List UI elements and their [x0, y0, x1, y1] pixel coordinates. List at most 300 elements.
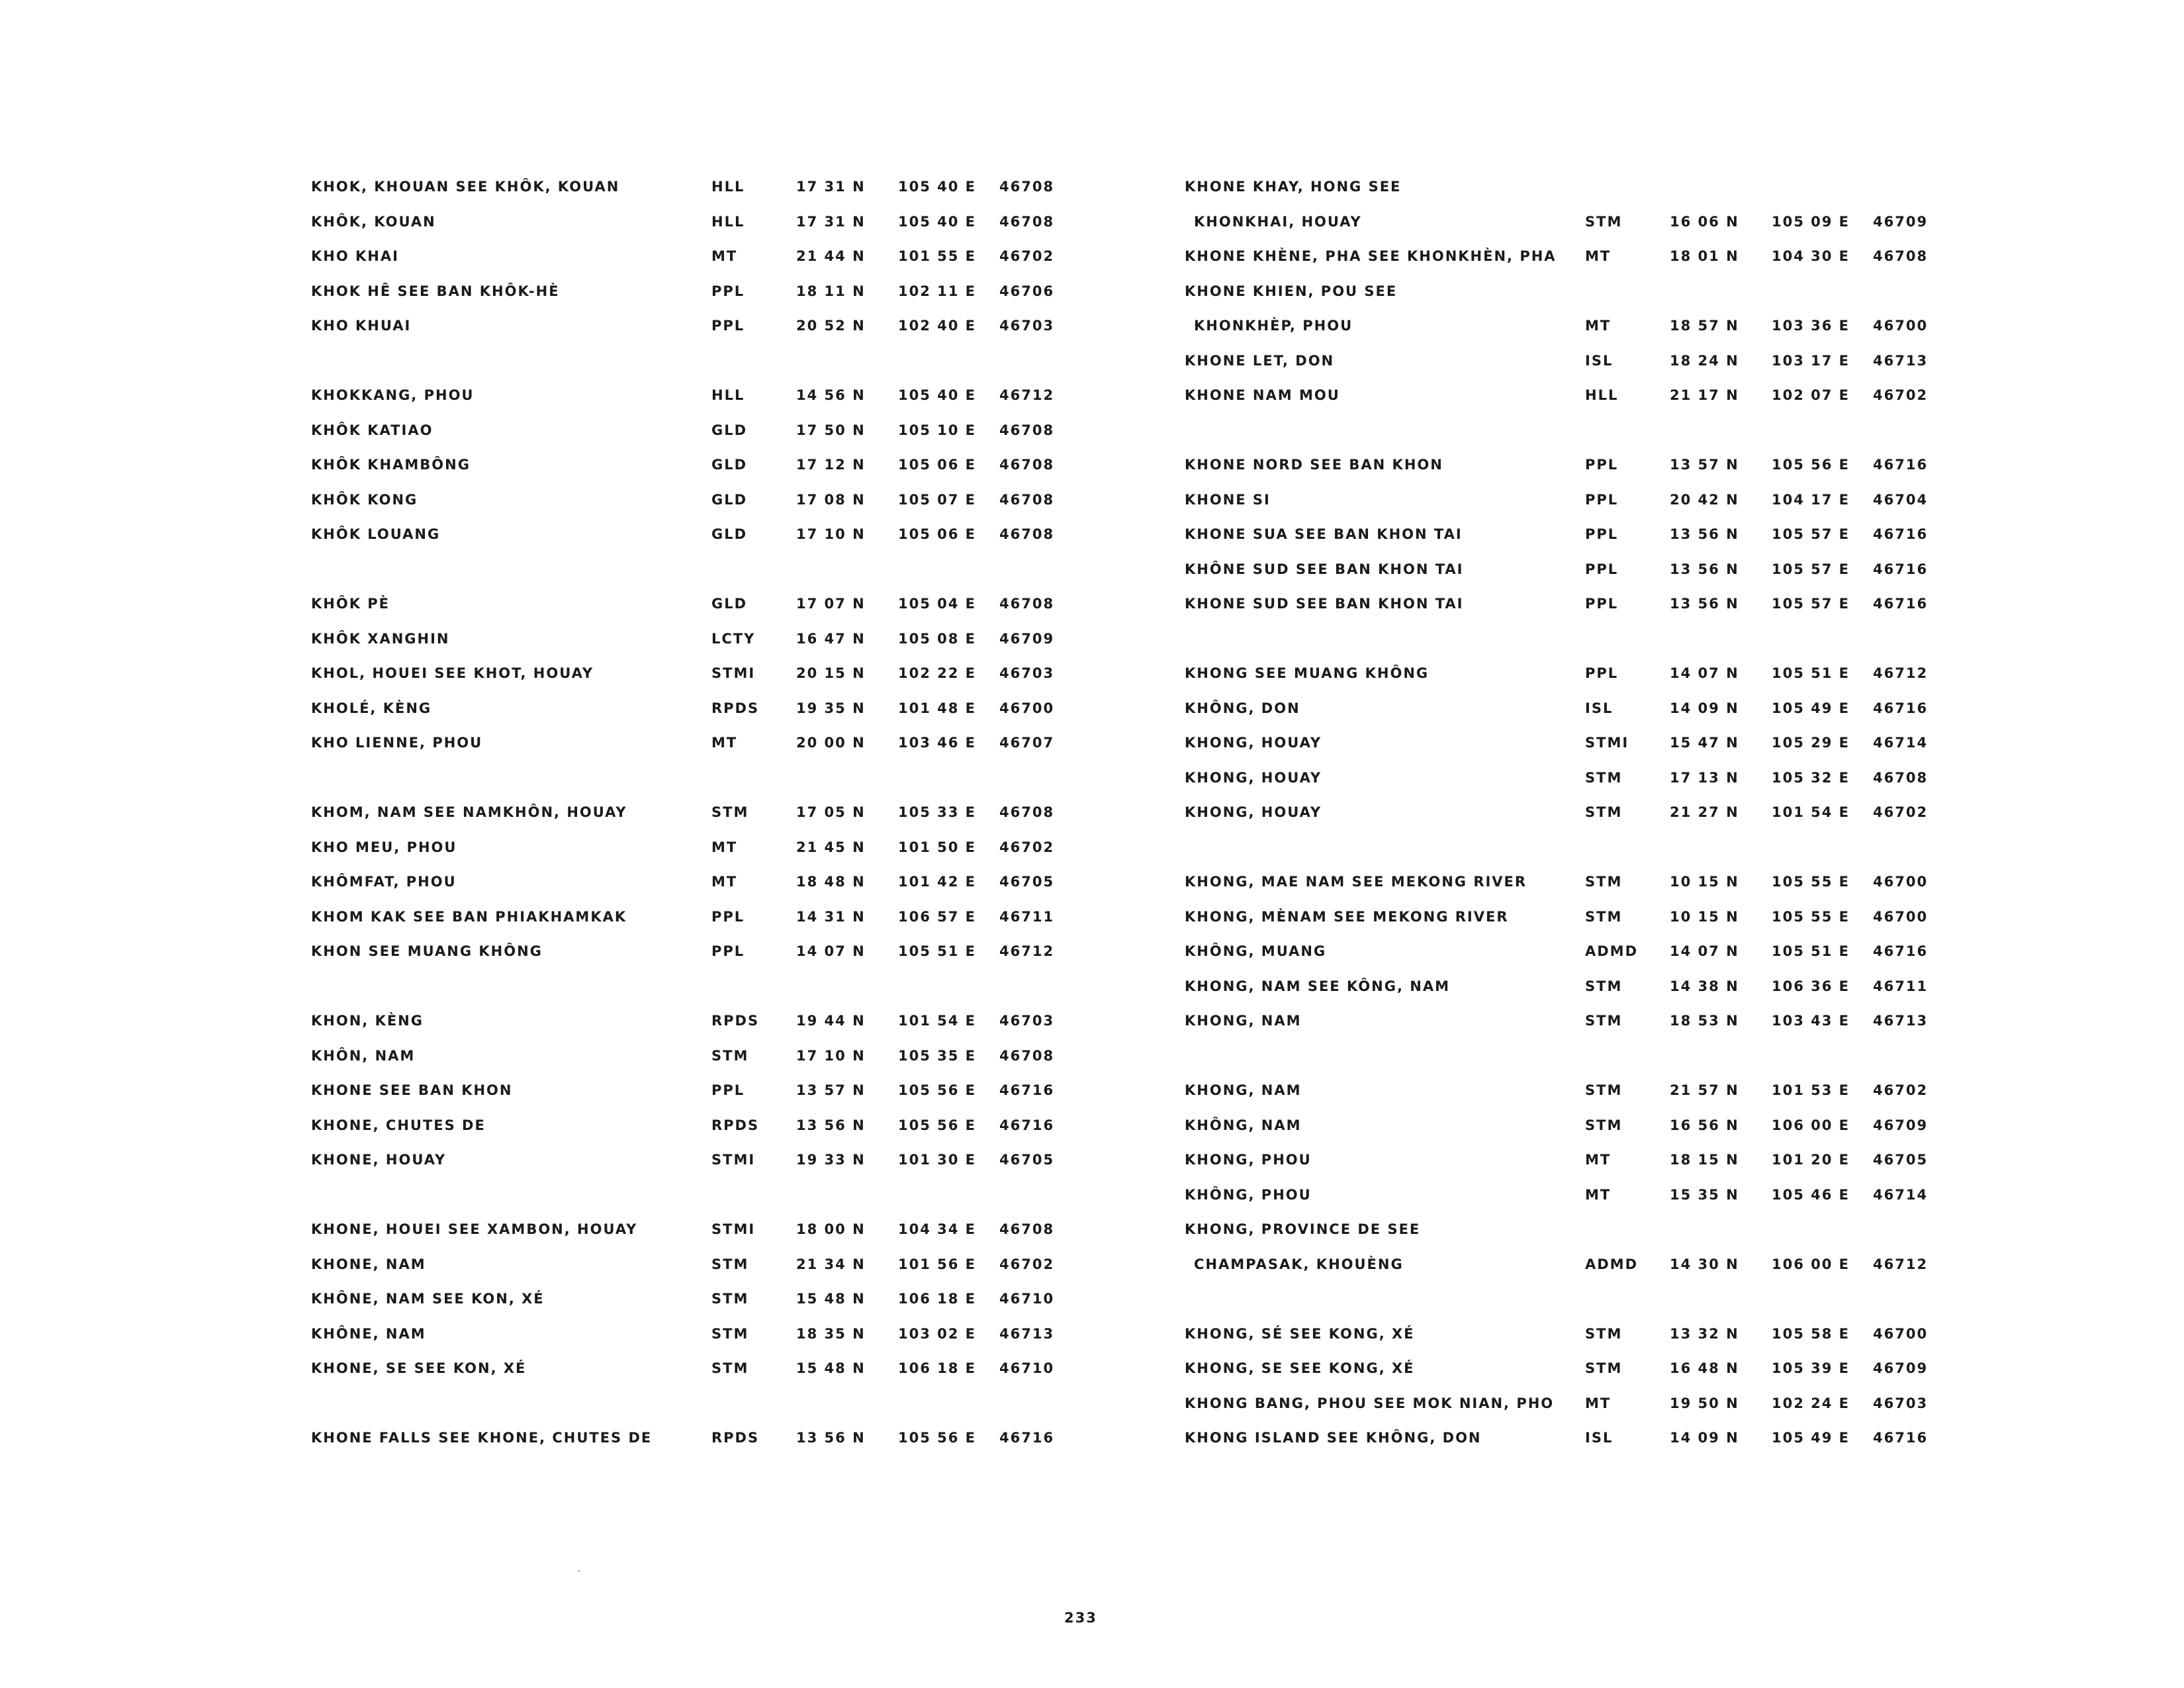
entry-latitude: 15 48 N [796, 1291, 866, 1307]
entry-longitude: 106 36 E [1772, 978, 1850, 994]
entry-latitude: 13 57 N [796, 1082, 866, 1098]
entry-feature-type: MT [1585, 1186, 1612, 1203]
entry-feature-type: STMI [711, 665, 756, 681]
entry-latitude: 10 15 N [1670, 908, 1739, 925]
entry-sheet-number: 46716 [1873, 1430, 1929, 1446]
entry-name: KHONE SI [1185, 491, 1271, 508]
entry-longitude: 101 56 E [898, 1256, 977, 1272]
gazetteer-entry [311, 1425, 1092, 1460]
gazetteer-entry [311, 209, 1092, 244]
entry-feature-type: MT [711, 248, 738, 264]
entry-longitude: 104 30 E [1772, 248, 1850, 264]
entry-sheet-number: 46716 [1873, 596, 1929, 612]
entry-feature-type: PPL [711, 283, 745, 299]
entry-sheet-number: 46703 [999, 1013, 1055, 1029]
entry-longitude: 105 08 E [898, 630, 977, 647]
entry-longitude: 105 56 E [898, 1117, 977, 1133]
entry-feature-type: PPL [1585, 491, 1619, 508]
gazetteer-entry [311, 1355, 1092, 1390]
entry-name: KHONG, MAE NAM SEE MEKONG RIVER [1185, 874, 1527, 890]
entry-sheet-number: 46705 [1873, 1152, 1929, 1168]
entry-latitude: 21 45 N [796, 839, 866, 855]
entry-name: KHÔK KONG [311, 491, 418, 508]
page-number: 233 [1064, 1610, 1097, 1626]
entry-latitude: 13 56 N [796, 1430, 866, 1446]
entry-latitude: 14 09 N [1670, 700, 1739, 716]
entry-feature-type: RPDS [711, 1013, 760, 1029]
entry-latitude: 17 10 N [796, 526, 866, 542]
entry-sheet-number: 46716 [999, 1430, 1055, 1446]
entry-name: KHONE LET, DON [1185, 352, 1335, 369]
entry-latitude: 14 38 N [1670, 978, 1739, 994]
entry-feature-type: ADMD [1585, 1256, 1639, 1272]
entry-latitude: 17 12 N [796, 457, 866, 473]
entry-longitude: 101 50 E [898, 839, 977, 855]
blank-row [1185, 1043, 1952, 1078]
entry-name: KHÔNE SUD SEE BAN KHON TAI [1185, 561, 1464, 577]
entry-latitude: 17 05 N [796, 804, 866, 820]
entry-longitude: 105 29 E [1772, 735, 1850, 751]
entry-feature-type: STM [711, 1325, 749, 1342]
entry-sheet-number: 46708 [999, 1221, 1055, 1237]
gazetteer-entry [311, 312, 1092, 348]
gazetteer-entry [311, 904, 1092, 939]
entry-longitude: 105 40 E [898, 213, 977, 230]
entry-feature-type: STM [1585, 1013, 1623, 1029]
entry-latitude: 20 00 N [796, 735, 866, 751]
entry-name: KHONG, NAM [1185, 1082, 1302, 1098]
entry-latitude: 18 48 N [796, 874, 866, 890]
gazetteer-entry [311, 590, 1092, 626]
gazetteer-entry [311, 938, 1092, 973]
gazetteer-entry [1185, 451, 1952, 487]
entry-feature-type: STM [1585, 908, 1623, 925]
gazetteer-entry [1185, 312, 1952, 348]
entry-sheet-number: 46703 [999, 665, 1055, 681]
entry-name: KHO MEU, PHOU [311, 839, 457, 855]
gazetteer-entry [311, 1251, 1092, 1286]
gazetteer-entry [311, 729, 1092, 765]
gazetteer-entry [311, 1043, 1092, 1078]
entry-sheet-number: 46702 [1873, 1082, 1929, 1098]
entry-latitude: 17 13 N [1670, 769, 1739, 786]
gazetteer-entry [1185, 209, 1952, 244]
entry-sheet-number: 46702 [999, 248, 1055, 264]
entry-sheet-number: 46713 [1873, 1013, 1929, 1029]
entry-longitude: 105 06 E [898, 457, 977, 473]
entry-name: KHOKKANG, PHOU [311, 387, 475, 403]
left-column [311, 173, 1092, 1460]
entry-name: KHO LIENNE, PHOU [311, 735, 483, 751]
entry-longitude: 105 58 E [1772, 1325, 1850, 1342]
entry-longitude: 101 30 E [898, 1152, 977, 1168]
entry-latitude: 14 09 N [1670, 1430, 1739, 1446]
entry-name: KHONE NORD SEE BAN KHON [1185, 457, 1443, 473]
entry-feature-type: PPL [711, 1082, 745, 1098]
entry-name: KHONG, MÈNAM SEE MEKONG RIVER [1185, 908, 1509, 925]
gazetteer-entry [1185, 904, 1952, 939]
entry-feature-type: PPL [711, 908, 745, 925]
entry-sheet-number: 46710 [999, 1360, 1055, 1376]
blank-row [311, 1182, 1092, 1217]
entry-latitude: 14 31 N [796, 908, 866, 925]
entry-feature-type: STM [1585, 213, 1623, 230]
entry-name: KHONG, SÉ SEE KONG, XÉ [1185, 1325, 1415, 1342]
entry-longitude: 105 51 E [1772, 665, 1850, 681]
entry-latitude: 18 11 N [796, 283, 866, 299]
entry-latitude: 18 24 N [1670, 352, 1739, 369]
entry-latitude: 17 10 N [796, 1047, 866, 1064]
entry-name: KHOK, KHOUAN SEE KHÔK, KOUAN [311, 179, 620, 195]
gazetteer-entry [311, 660, 1092, 695]
entry-sheet-number: 46700 [1873, 318, 1929, 334]
entry-name: KHONE NAM MOU [1185, 387, 1340, 403]
entry-name: KHOM KAK SEE BAN PHIAKHAMKAK [311, 908, 627, 925]
gazetteer-entry [1185, 1077, 1952, 1112]
entry-feature-type: MT [1585, 318, 1612, 334]
entry-longitude: 104 17 E [1772, 491, 1850, 508]
entry-longitude: 106 00 E [1772, 1256, 1850, 1272]
gazetteer-entry [311, 1286, 1092, 1321]
entry-name: KHONE SUD SEE BAN KHON TAI [1185, 596, 1464, 612]
entry-name: KHÔMFAT, PHOU [311, 874, 457, 890]
entry-latitude: 14 30 N [1670, 1256, 1739, 1272]
entry-latitude: 14 07 N [1670, 943, 1739, 959]
entry-feature-type: STM [1585, 874, 1623, 890]
entry-feature-type: STMI [711, 1221, 756, 1237]
entry-name: KHONE KHIEN, POU SEE [1185, 283, 1398, 299]
entry-sheet-number: 46709 [1873, 1360, 1929, 1376]
entry-sheet-number: 46708 [999, 526, 1055, 542]
entry-name: KHONE, HOUAY [311, 1152, 447, 1168]
entry-name: KHOK HÊ SEE BAN KHÔK-HÈ [311, 283, 560, 299]
entry-name: KHONE, SE SEE KON, XÉ [311, 1360, 527, 1376]
entry-longitude: 105 56 E [898, 1082, 977, 1098]
entry-longitude: 101 54 E [898, 1013, 977, 1029]
entry-feature-type: MT [1585, 248, 1612, 264]
entry-longitude: 105 51 E [898, 943, 977, 959]
entry-feature-type: STM [1585, 1117, 1623, 1133]
entry-feature-type: GLD [711, 422, 748, 438]
entry-longitude: 105 39 E [1772, 1360, 1850, 1376]
gazetteer-entry [1185, 695, 1952, 730]
entry-sheet-number: 46703 [999, 318, 1055, 334]
entry-longitude: 105 51 E [1772, 943, 1850, 959]
entry-latitude: 13 56 N [1670, 596, 1739, 612]
entry-feature-type: MT [711, 839, 738, 855]
entry-latitude: 17 31 N [796, 179, 866, 195]
gazetteer-entry [1185, 1182, 1952, 1217]
entry-latitude: 20 15 N [796, 665, 866, 681]
entry-feature-type: PPL [1585, 596, 1619, 612]
entry-feature-type: RPDS [711, 1430, 760, 1446]
entry-latitude: 21 27 N [1670, 804, 1739, 820]
entry-longitude: 101 48 E [898, 700, 977, 716]
entry-name: KHÔK XANGHIN [311, 630, 450, 647]
entry-sheet-number: 46711 [999, 908, 1055, 925]
entry-feature-type: HLL [711, 179, 745, 195]
gazetteer-entry [311, 1216, 1092, 1251]
entry-feature-type: PPL [711, 318, 745, 334]
entry-longitude: 103 02 E [898, 1325, 977, 1342]
entry-name: KHOL, HOUEI SEE KHOT, HOUAY [311, 665, 594, 681]
gazetteer-entry [1185, 973, 1952, 1008]
entry-name: KHONG, HOUAY [1185, 804, 1322, 820]
entry-feature-type: STM [1585, 978, 1623, 994]
entry-longitude: 103 43 E [1772, 1013, 1850, 1029]
entry-longitude: 105 40 E [898, 387, 977, 403]
entry-feature-type: RPDS [711, 700, 760, 716]
entry-name: KHOM, NAM SEE NAMKHÔN, HOUAY [311, 804, 627, 820]
entry-name: KHO KHUAI [311, 318, 412, 334]
entry-sheet-number: 46700 [1873, 1325, 1929, 1342]
gazetteer-entry [1185, 1251, 1952, 1286]
entry-latitude: 18 00 N [796, 1221, 866, 1237]
entry-longitude: 102 22 E [898, 665, 977, 681]
entry-sheet-number: 46716 [1873, 700, 1929, 716]
entry-feature-type: ISL [1585, 700, 1614, 716]
entry-latitude: 20 52 N [796, 318, 866, 334]
gazetteer-entry [1185, 1112, 1952, 1147]
entry-sheet-number: 46709 [999, 630, 1055, 647]
entry-longitude: 105 56 E [1772, 457, 1850, 473]
entry-feature-type: STM [1585, 804, 1623, 820]
entry-name: KHONG, PROVINCE DE SEE [1185, 1221, 1421, 1237]
entry-longitude: 105 33 E [898, 804, 977, 820]
entry-feature-type: PPL [1585, 561, 1619, 577]
entry-sheet-number: 46708 [1873, 248, 1929, 264]
entry-name: KHONE, HOUEI SEE XAMBON, HOUAY [311, 1221, 638, 1237]
entry-sheet-number: 46702 [1873, 387, 1929, 403]
entry-latitude: 14 07 N [796, 943, 866, 959]
entry-name: KHONG, PHOU [1185, 1152, 1312, 1168]
gazetteer-entry [311, 487, 1092, 522]
entry-feature-type: PPL [1585, 526, 1619, 542]
gazetteer-entry [311, 521, 1092, 556]
gazetteer-entry [1185, 556, 1952, 591]
blank-row [1185, 626, 1952, 661]
gazetteer-entry [311, 243, 1092, 278]
gazetteer-entry [311, 173, 1092, 209]
entry-longitude: 102 40 E [898, 318, 977, 334]
gazetteer-entry [1185, 868, 1952, 904]
entry-sheet-number: 46716 [1873, 457, 1929, 473]
gazetteer-entry [311, 626, 1092, 661]
entry-latitude: 13 32 N [1670, 1325, 1739, 1342]
entry-sheet-number: 46708 [999, 179, 1055, 195]
entry-latitude: 13 56 N [1670, 526, 1739, 542]
gazetteer-entry [311, 1147, 1092, 1182]
entry-name: KHONE, CHUTES DE [311, 1117, 486, 1133]
entry-sheet-number: 46716 [999, 1117, 1055, 1133]
entry-sheet-number: 46716 [1873, 943, 1929, 959]
gazetteer-entry [311, 1321, 1092, 1356]
gazetteer-entry [311, 451, 1092, 487]
entry-sheet-number: 46703 [1873, 1395, 1929, 1411]
entry-longitude: 103 36 E [1772, 318, 1850, 334]
entry-sheet-number: 46700 [1873, 874, 1929, 890]
gazetteer-entry [311, 868, 1092, 904]
gazetteer-entry [311, 1077, 1092, 1112]
entry-longitude: 105 55 E [1772, 908, 1850, 925]
entry-sheet-number: 46709 [1873, 213, 1929, 230]
entry-sheet-number: 46708 [999, 1047, 1055, 1064]
entry-longitude: 105 04 E [898, 596, 977, 612]
blank-row [311, 973, 1092, 1008]
entry-longitude: 105 57 E [1772, 526, 1850, 542]
gazetteer-entry [1185, 521, 1952, 556]
entry-longitude: 106 18 E [898, 1291, 977, 1307]
gazetteer-entry [311, 417, 1092, 452]
entry-feature-type: GLD [711, 596, 748, 612]
entry-name: KHÔNG, PHOU [1185, 1186, 1312, 1203]
entry-feature-type: STM [1585, 1360, 1623, 1376]
gazetteer-entry [1185, 765, 1952, 800]
entry-name: KHONE SEE BAN KHON [311, 1082, 513, 1098]
entry-name: KHÔK, KOUAN [311, 213, 436, 230]
entry-longitude: 106 00 E [1772, 1117, 1850, 1133]
entry-name: KHONE KHAY, HONG SEE [1185, 179, 1402, 195]
entry-name: KHÔN, NAM [311, 1047, 416, 1064]
gazetteer-entry [1185, 1321, 1952, 1356]
gazetteer-entry [1185, 487, 1952, 522]
right-column [1185, 173, 1952, 1460]
entry-longitude: 105 46 E [1772, 1186, 1850, 1203]
gazetteer-entry [1185, 243, 1952, 278]
entry-name: KHÔNE, NAM [311, 1325, 426, 1342]
entry-longitude: 101 53 E [1772, 1082, 1850, 1098]
entry-longitude: 102 24 E [1772, 1395, 1850, 1411]
entry-longitude: 105 10 E [898, 422, 977, 438]
entry-sheet-number: 46712 [999, 387, 1055, 403]
entry-sheet-number: 46716 [999, 1082, 1055, 1098]
gazetteer-entry [1185, 1147, 1952, 1182]
entry-feature-type: MT [1585, 1395, 1612, 1411]
entry-feature-type: STM [711, 1256, 749, 1272]
entry-feature-type: STMI [711, 1152, 756, 1168]
entry-longitude: 103 17 E [1772, 352, 1850, 369]
entry-latitude: 17 31 N [796, 213, 866, 230]
entry-latitude: 15 48 N [796, 1360, 866, 1376]
gazetteer-entry [311, 278, 1092, 313]
entry-feature-type: STM [711, 1360, 749, 1376]
entry-name: KHONG, NAM SEE KÔNG, NAM [1185, 978, 1450, 994]
gazetteer-entry [1185, 1390, 1952, 1425]
entry-sheet-number: 46708 [999, 457, 1055, 473]
entry-feature-type: GLD [711, 526, 748, 542]
entry-sheet-number: 46714 [1873, 735, 1929, 751]
blank-row [311, 556, 1092, 591]
entry-latitude: 19 50 N [1670, 1395, 1739, 1411]
entry-sheet-number: 46712 [1873, 665, 1929, 681]
entry-name: KHONE KHÈNE, PHA SEE KHONKHÈN, PHA [1185, 248, 1557, 264]
entry-sheet-number: 46706 [999, 283, 1055, 299]
gazetteer-entry [1185, 1355, 1952, 1390]
gazetteer-entry [1185, 590, 1952, 626]
entry-latitude: 10 15 N [1670, 874, 1739, 890]
entry-sheet-number: 46713 [1873, 352, 1929, 369]
gazetteer-entry [311, 1112, 1092, 1147]
entry-name: KHÔNG, NAM [1185, 1117, 1302, 1133]
entry-name: KHÔNG, DON [1185, 700, 1300, 716]
entry-latitude: 16 06 N [1670, 213, 1739, 230]
entry-latitude: 19 33 N [796, 1152, 866, 1168]
entry-feature-type: GLD [711, 491, 748, 508]
entry-longitude: 105 55 E [1772, 874, 1850, 890]
entry-sheet-number: 46712 [1873, 1256, 1929, 1272]
entry-sheet-number: 46709 [1873, 1117, 1929, 1133]
entry-sheet-number: 46702 [1873, 804, 1929, 820]
entry-longitude: 101 42 E [898, 874, 977, 890]
entry-name: KHONG SEE MUANG KHÔNG [1185, 665, 1430, 681]
gazetteer-entry [1185, 1425, 1952, 1460]
entry-longitude: 101 54 E [1772, 804, 1850, 820]
entry-name: KHONG, SE SEE KONG, XÉ [1185, 1360, 1415, 1376]
entry-feature-type: HLL [711, 387, 745, 403]
gazetteer-entry [1185, 278, 1952, 313]
gazetteer-entry [311, 799, 1092, 834]
entry-sheet-number: 46711 [1873, 978, 1929, 994]
gazetteer-entry [311, 382, 1092, 417]
entry-sheet-number: 46708 [1873, 769, 1929, 786]
entry-longitude: 102 11 E [898, 283, 977, 299]
entry-longitude: 103 46 E [898, 735, 977, 751]
entry-feature-type: HLL [711, 213, 745, 230]
entry-latitude: 21 44 N [796, 248, 866, 264]
entry-latitude: 18 53 N [1670, 1013, 1739, 1029]
entry-feature-type: LCTY [711, 630, 756, 647]
entry-sheet-number: 46705 [999, 1152, 1055, 1168]
entry-name: KHONG BANG, PHOU SEE MOK NIAN, PHO [1185, 1395, 1555, 1411]
entry-feature-type: STM [1585, 769, 1623, 786]
gazetteer-entry [1185, 382, 1952, 417]
blank-row [311, 348, 1092, 383]
entry-sheet-number: 46708 [999, 596, 1055, 612]
entry-longitude: 105 57 E [1772, 561, 1850, 577]
entry-latitude: 17 50 N [796, 422, 866, 438]
gazetteer-entry [1185, 729, 1952, 765]
entry-latitude: 18 01 N [1670, 248, 1739, 264]
entry-longitude: 105 49 E [1772, 1430, 1850, 1446]
entry-sheet-number: 46707 [999, 735, 1055, 751]
entry-latitude: 16 56 N [1670, 1117, 1739, 1133]
gazetteer-entry [1185, 660, 1952, 695]
entry-feature-type: STM [711, 1047, 749, 1064]
entry-longitude: 105 56 E [898, 1430, 977, 1446]
entry-sheet-number: 46708 [999, 804, 1055, 820]
entry-name: KHONG, HOUAY [1185, 735, 1322, 751]
entry-feature-type: STM [1585, 1325, 1623, 1342]
entry-sheet-number: 46714 [1873, 1186, 1929, 1203]
entry-feature-type: MT [711, 735, 738, 751]
entry-feature-type: ADMD [1585, 943, 1639, 959]
blank-row [311, 1390, 1092, 1425]
entry-name: KHÔK PÈ [311, 596, 390, 612]
entry-longitude: 105 32 E [1772, 769, 1850, 786]
blank-row [1185, 834, 1952, 869]
entry-longitude: 105 35 E [898, 1047, 977, 1064]
entry-longitude: 104 34 E [898, 1221, 977, 1237]
entry-name: KHON, KÈNG [311, 1013, 424, 1029]
gazetteer-entry [1185, 938, 1952, 973]
entry-longitude: 105 57 E [1772, 596, 1850, 612]
entry-latitude: 16 48 N [1670, 1360, 1739, 1376]
entry-feature-type: STM [1585, 1082, 1623, 1098]
gazetteer-entry [311, 834, 1092, 869]
entry-feature-type: ISL [1585, 352, 1614, 369]
entry-sheet-number: 46708 [999, 213, 1055, 230]
entry-latitude: 21 57 N [1670, 1082, 1739, 1098]
